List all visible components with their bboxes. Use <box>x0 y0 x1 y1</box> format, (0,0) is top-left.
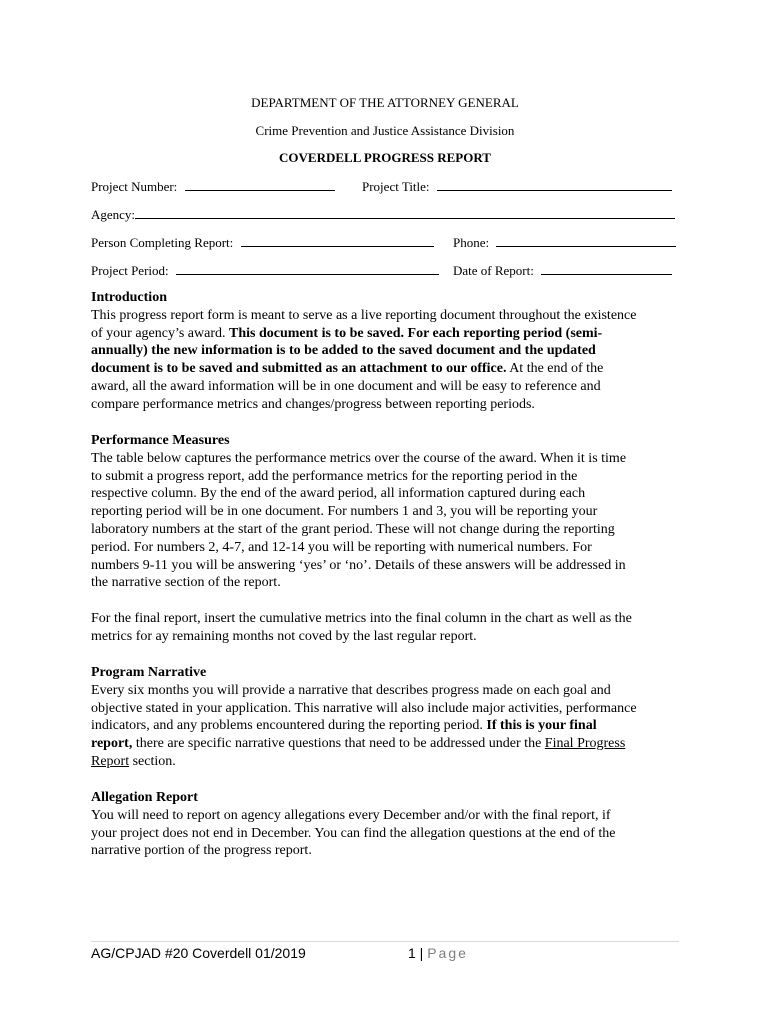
performance-line: laboratory numbers at the start of the grant period. These will not change during the reporting <box>91 521 615 537</box>
project-title-label: Project Title: <box>362 179 430 194</box>
narrative-text: indicators, and any problems encountered during the reporting period. <box>91 718 487 734</box>
project-title-blank[interactable] <box>437 178 672 191</box>
footer-page-number <box>408 944 468 962</box>
performance-line: to submit a progress report, add the performance metrics for the reporting period in the <box>91 468 578 484</box>
narrative-line: objective stated in your application. This narrative will also include major activities, performance <box>91 700 637 716</box>
narrative-title: Program Narrative <box>91 665 207 680</box>
introduction-text: At the end of the <box>506 361 604 377</box>
division-heading: Crime Prevention and Justice Assistance Division <box>255 123 515 138</box>
performance-title: Performance Measures <box>91 433 230 448</box>
project-number-label: Project Number: <box>91 179 178 194</box>
narrative-line <box>91 735 686 753</box>
agency-field[interactable] <box>91 206 675 223</box>
person-completing-blank[interactable] <box>241 234 434 247</box>
introduction-section <box>91 289 686 414</box>
final-progress-report-link[interactable]: Final Progress <box>544 736 626 752</box>
page-number: 1 <box>408 945 416 961</box>
introduction-title: Introduction <box>91 290 167 305</box>
allegation-title: Allegation Report <box>91 790 198 805</box>
allegation-line: You will need to report on agency allegations every December and/or with the final report, if <box>91 807 611 823</box>
performance-line: reporting period will be in one document. For numbers 1 and 3, you will be reporting your <box>91 504 598 520</box>
agency-label: Agency: <box>91 207 136 222</box>
page-separator: | <box>415 945 428 961</box>
narrative-section <box>91 664 686 771</box>
narrative-emphasis: report, <box>91 736 133 752</box>
allegation-line: your project does not end in December. You can find the allegation questions at the end of the <box>91 825 616 841</box>
phone-field[interactable] <box>453 234 676 251</box>
project-title-field[interactable] <box>362 178 672 195</box>
allegation-section <box>91 789 686 860</box>
final-report-line: metrics for ay remaining months not coved by the last regular report. <box>91 628 477 644</box>
narrative-line <box>91 753 686 771</box>
performance-line: period. For numbers 2, 4-7, and 12-14 you will be reporting with numerical numbers. For <box>91 539 592 555</box>
performance-section <box>91 432 686 592</box>
final-progress-report-link[interactable]: Report <box>91 753 130 769</box>
narrative-emphasis: If this is your final <box>486 718 597 734</box>
department-heading: DEPARTMENT OF THE ATTORNEY GENERAL <box>251 95 519 110</box>
introduction-line: This progress report form is meant to serve as a live reporting document throughout the existence <box>91 307 637 323</box>
page-word: Page <box>427 945 468 961</box>
introduction-line: compare performance metrics and changes/progress between reporting periods. <box>91 396 535 412</box>
project-period-label: Project Period: <box>91 263 169 278</box>
date-of-report-blank[interactable] <box>541 262 672 275</box>
performance-line: numbers 9-11 you will be answering ‘yes’ or ‘no’. Details of these answers will be addressed in <box>91 557 626 573</box>
introduction-line <box>91 360 686 378</box>
person-completing-field[interactable] <box>91 234 434 251</box>
narrative-line <box>91 717 686 735</box>
phone-label: Phone: <box>453 235 490 250</box>
introduction-emphasis: This document is to be saved. For each reporting period (semi- <box>229 325 603 341</box>
footer-divider <box>91 941 679 942</box>
introduction-line: award, all the award information will be in one document and will be easy to reference and <box>91 378 601 394</box>
final-report-paragraph <box>91 610 686 646</box>
narrative-text: there are specific narrative questions that need to be addressed under the <box>132 736 545 752</box>
performance-line: the narrative section of the report. <box>91 575 281 591</box>
performance-line: respective column. By the end of the award period, all information captured during each <box>91 486 586 502</box>
project-period-blank[interactable] <box>176 262 439 275</box>
introduction-line: annually) the new information is to be added to the saved document and the updated <box>91 343 596 359</box>
introduction-text: of your agency’s award. <box>91 325 230 341</box>
project-number-blank[interactable] <box>185 178 335 191</box>
report-title: COVERDELL PROGRESS REPORT <box>279 150 491 165</box>
narrative-text: section. <box>129 753 176 769</box>
performance-line: The table below captures the performance metrics over the course of the award. When it is time <box>91 450 627 466</box>
project-period-field[interactable] <box>91 262 439 279</box>
narrative-line: Every six months you will provide a narrative that describes progress made on each goal and <box>91 682 611 698</box>
allegation-line: narrative portion of the progress report. <box>91 843 312 859</box>
agency-blank[interactable] <box>135 206 675 219</box>
final-report-line: For the final report, insert the cumulative metrics into the final column in the chart as well as the <box>91 611 632 626</box>
footer-document-id: AG/CPJAD #20 Coverdell 01/2019 <box>91 945 306 961</box>
introduction-emphasis: document is to be saved and submitted as an attachment to our office. <box>91 361 507 377</box>
person-completing-label: Person Completing Report: <box>91 235 234 250</box>
introduction-line <box>91 325 686 343</box>
date-of-report-field[interactable] <box>453 262 672 279</box>
project-number-field[interactable] <box>91 178 335 195</box>
phone-blank[interactable] <box>496 234 676 247</box>
date-of-report-label: Date of Report: <box>453 263 534 278</box>
